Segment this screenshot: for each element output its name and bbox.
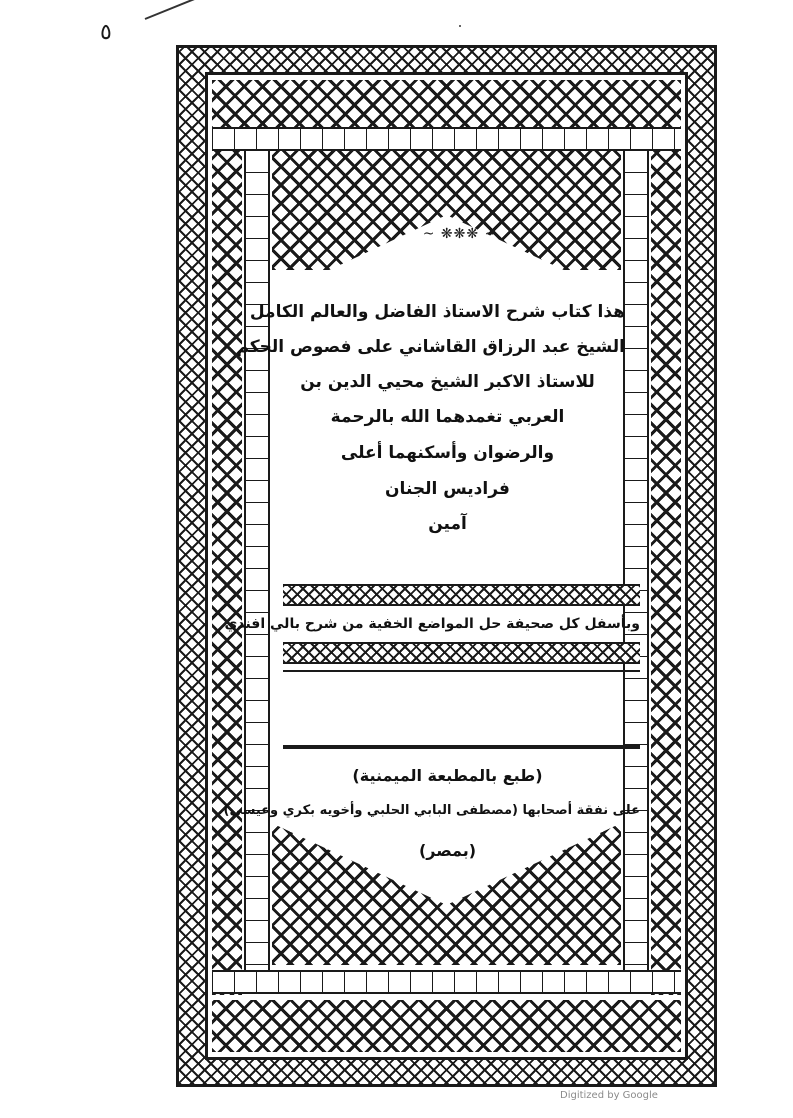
- title-line-3: للاستاذ الاكبر الشيخ محيي الدين بن: [300, 372, 595, 392]
- lattice-panel-left: [212, 150, 242, 995]
- title-line-4: العربي تغمدهما الله بالرحمة: [330, 407, 565, 427]
- handwritten-mark: ٥: [100, 20, 112, 45]
- printer-line: (طبع بالمطبعة الميمنية): [352, 766, 543, 785]
- title-line-2: الشيخ عبد الرزاق القاشاني على فصوص الحكم: [236, 337, 625, 357]
- rule-strip-left: [244, 150, 270, 970]
- pen-stroke: [145, 0, 215, 20]
- title-ornament: ~ ❋❋❋ ~: [422, 226, 498, 242]
- rule-strip-top: [212, 127, 681, 151]
- lattice-panel-right: [651, 150, 681, 995]
- ornament-band-lower: [283, 642, 640, 664]
- title-line-1: هذا كتاب شرح الاستاذ الفاضل والعالم الكامل: [249, 302, 625, 322]
- title-line-6: فراديس الجنان: [385, 479, 510, 499]
- digitization-watermark: Digitized by Google: [560, 1090, 658, 1101]
- divider-rule: [283, 670, 640, 672]
- sponsor-line: على نفقة أصحابها (مصطفى البابي الحلبي وأخويه بكري وعيسى): [223, 803, 640, 818]
- divider-rule-thick: [283, 745, 640, 749]
- rule-strip-right: [623, 150, 649, 970]
- lattice-panel-top: [212, 80, 681, 130]
- commentary-note: وبأسفل كل صحيفة حل المواضع الخفية من شرح بالي افندي: [224, 616, 640, 632]
- ornament-band-upper: [283, 584, 640, 606]
- title-line-5: والرضوان وأسكنهما أعلى: [340, 443, 555, 463]
- lattice-panel-bottom: [212, 1000, 681, 1052]
- place-line: (بمصر): [418, 841, 477, 860]
- speck: [459, 25, 461, 27]
- rule-strip-bottom: [212, 970, 681, 994]
- title-line-7: آمين: [428, 514, 467, 534]
